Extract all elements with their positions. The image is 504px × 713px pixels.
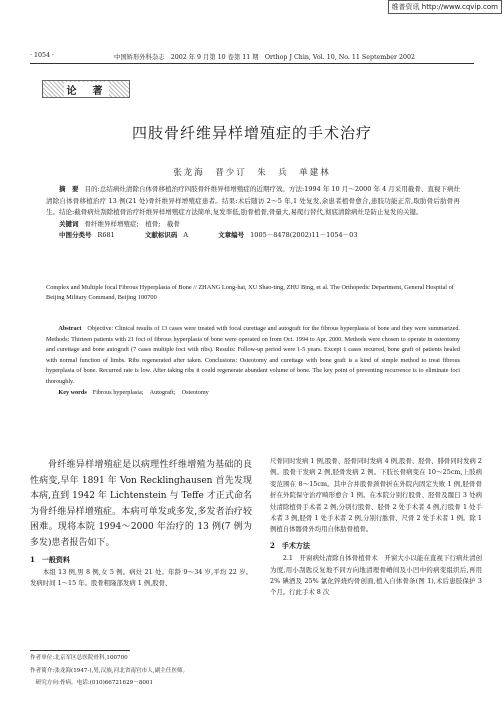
keywords-label: 关键词 <box>59 219 79 228</box>
keywords-text: 骨纤维异样增殖症; 植骨; 截骨 <box>84 219 180 228</box>
section1-text: 本组 13 例,男 8 例,女 5 例。病灶 21 处。年龄 9～34 岁,平均 22 岁。发病时间 1～15 年。股骨粗隆部发病 1 例,股骨、 <box>30 568 252 588</box>
footnote-research: 研究方向:骨病。电话:(010)66721629－8001 <box>35 680 154 686</box>
section-banner-label: 论 著 <box>64 82 109 97</box>
article-title: 四肢骨纤维异样增殖症的手术治疗 <box>131 124 372 142</box>
keywords-en-label: Key words <box>58 388 87 396</box>
art-value: 1005－8478(2002)11－1054－03 <box>250 231 358 239</box>
doc-label: 文献标识码 <box>144 231 178 239</box>
right-column <box>270 456 482 599</box>
right-paragraph: 尺骨同时发病 1 例,股骨、胫骨同时发病 4 例,股骨、胫骨、腓骨同时发病 2 例。股骨干发病 2 例,胫骨发病 2 例。下肢长骨病变在 10～25cm,上肢病变范围在 8～15cm。其中合并股骨颈骨折在外院内固定失败 1 例,胫骨骨折在外院保守治疗畸形愈合 1 例。在本院分别行股骨、胫骨及髋臼 3 处病灶清除植骨手术者 2 例,分别行股骨、胫骨 2 处手术者 4 例,行股骨 1 处手术者 3 例,胫骨 1 处手术者 2 例,分别行肱骨、尺骨 2 处手术者 1 例。除 1 例植自体髂骨外均用自体肋骨植骨。 <box>270 457 482 534</box>
abstract-text: 目的:总结病灶清除自体骨移植治疗四肢骨纤维异样增殖症的近期疗效。方法:1994 年 10 月～2000 年 4 月采用截骨、直视下病灶清除自体骨移植治疗 13 例(21 处)骨纤维异样增殖症患者。结果:术后随访 2～5 年,1 处复发,余患者植骨愈合,患肢功能正常,取肋骨后肋骨再生。结论:截骨病灶刮除植骨治疗纤维异样增殖症方法简单,复发率低,肋骨植骨,骨量大,易爬行替代,彻底清除病灶是防止复发的关键。 <box>46 185 461 216</box>
left-column <box>30 458 252 590</box>
classification-line <box>46 230 460 242</box>
section-banner <box>42 80 130 98</box>
abstract-en-label: Abstract <box>58 325 82 332</box>
art-label: 文章编号 <box>218 231 245 239</box>
intro-paragraph: 骨纤维异样增殖症是以病理性纤维增殖为基础的良性病变,早年 1891 年 Von Recklinghausen 首先发现本病,直到 1942 年 Lichtenstein 与 Teffe 才正式命名为骨纤维异样增殖症。本病可单发或多发,多发者治疗较困难。现将本院 1994～2000 年治疗的 13 例(7 例为多发)患者报告如下。 <box>30 460 252 548</box>
clc-label: 中图分类号 <box>59 231 92 239</box>
abstract-en-text: Objective: Clinical results of 13 cases were treated with focal curettage and autograft for the fibrous hyperplasia of bone and they were summarized. Methods: Thirteen patients with 21 foci of fibrous hyperplasia of bone were operated on from Oct. 1994 to Apr. 2000. Methods were chosen to operate in osteotomy and curettage and bone autograft (7 cases multiple foci with ribs). Results: Follow-up period were 1-5 years. Except 1 cases recurred, bone graft of patients healed with normal function of limbs. Ribs regenerated after taken. Conclusions: Osteotomy and curettage with bone graft is a kind of simple method to treat fibrous hyperplasia of bone. Recurred rate is low. After taking ribs it could regenerate abundant volume of bone. The key point of preventing recurrence is to eliminate foci thoroughly. <box>46 325 460 385</box>
footnote-affiliation: 作者单位:北京军区总医院骨科,100700 <box>30 655 128 661</box>
section2-text: 2.1 开窗病灶清除自体骨植骨术 开窗大小以能在直视下行病灶清创为度,用小刮匙反复地不同方向地清理骨嵴间及小凹中的病变组织后,再用 2% 碘酒及 25% 氯化锌烧灼骨创面,植入自体骨条(图 1),术后患肢保护 3 个月。行此手术 8 次 <box>270 554 482 597</box>
keywords-en-text: Fibrous hyperplasia; Autograft; Osteotomy <box>92 388 209 396</box>
clc-value: R681 <box>97 231 115 239</box>
watermark: 维普资讯 http://www.cqvip.com <box>388 0 502 14</box>
authors: 张龙海 晋少订 朱 兵 单建林 <box>173 168 331 178</box>
footnotes <box>30 652 252 690</box>
footnote-rule <box>30 650 130 651</box>
section1-heading: 1 一般资料 <box>30 555 70 564</box>
chinese-abstract <box>46 184 460 242</box>
page-number: · 1054 · <box>30 52 55 59</box>
abstract-label: 摘 要 <box>59 185 79 193</box>
english-abstract <box>46 324 460 398</box>
section2-heading: 2 手术方法 <box>270 540 310 550</box>
running-header <box>30 52 474 64</box>
journal-info: 中国矫形外科杂志 2002 年 9 月第 10 卷第 11 期 Orthop J Chin, Vol. 10, No. 11 September 2002 <box>114 54 416 61</box>
doc-value: A <box>183 231 189 239</box>
english-title: Complex and Multiple focal Fibrous Hyperplasia of Bone // ZHANG Long-hai, XU Shao-ting, ZHU Bing, et al. The Orthopedic Department, General Hospital of Beijing Military Command, Beijing 100700 <box>46 284 454 301</box>
footnote-bio: 作者简介:张龙海(1947-),男,汉族,河北省南宫市人,副主任医师。 <box>30 667 189 674</box>
